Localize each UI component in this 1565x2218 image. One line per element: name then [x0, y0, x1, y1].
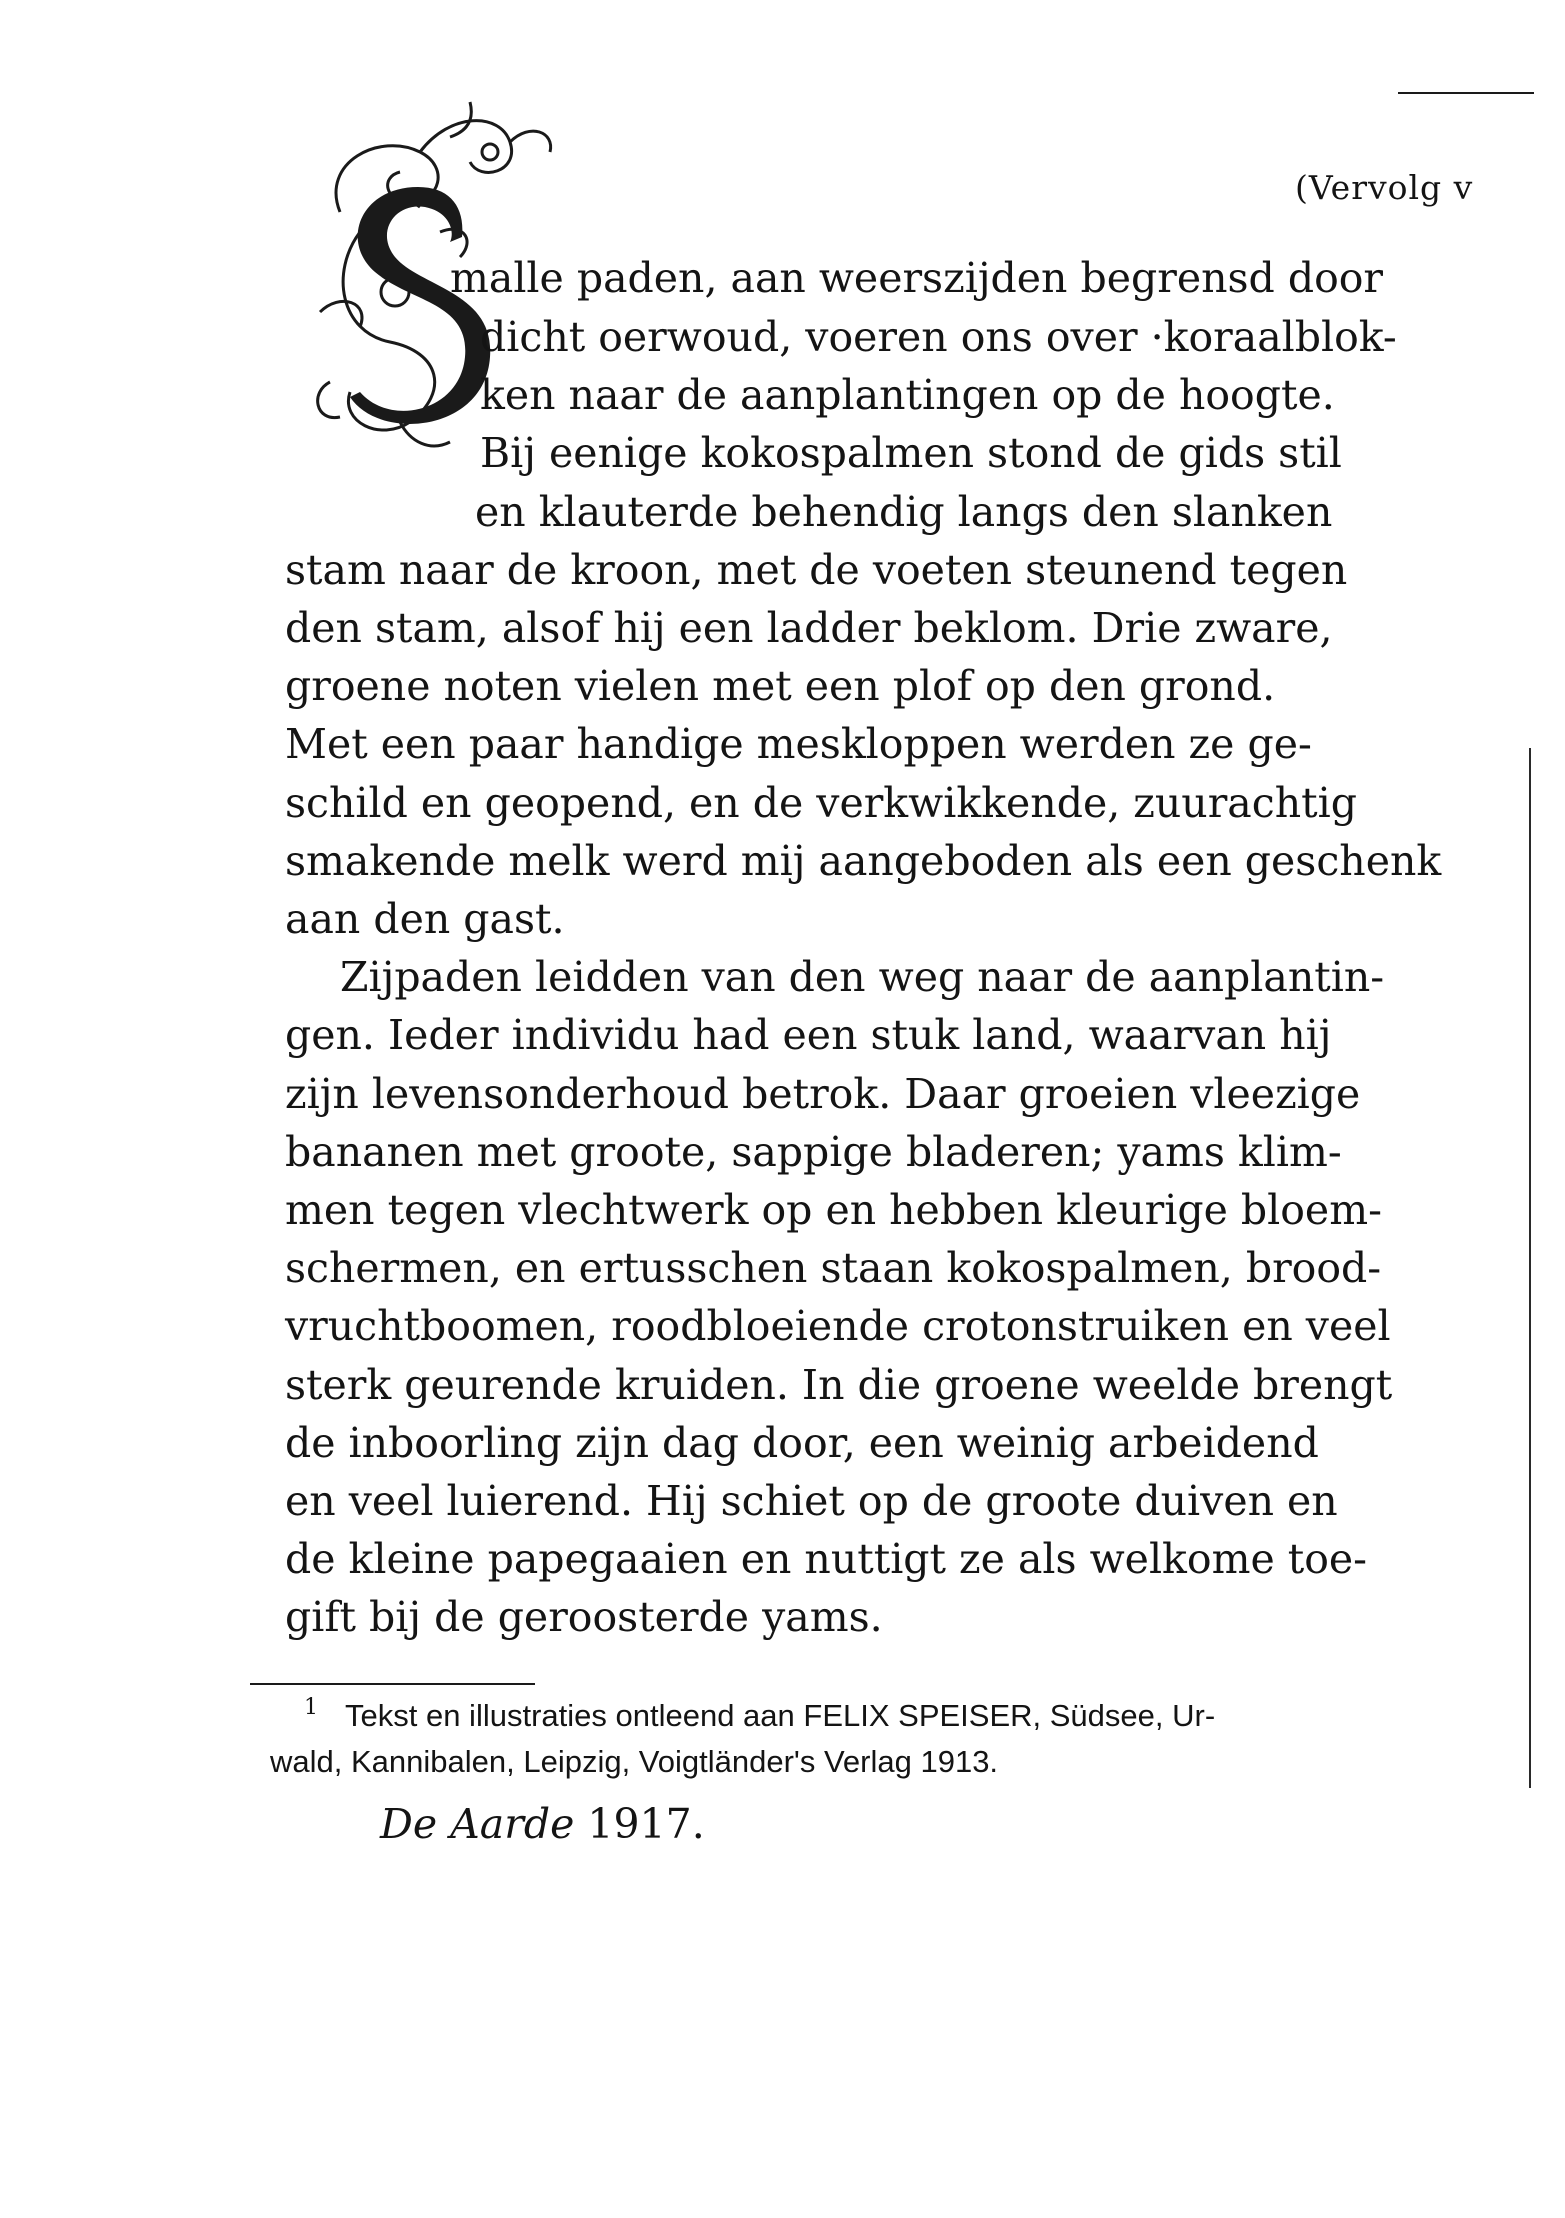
text-line: gift bij de geroosterde yams. [285, 1593, 883, 1641]
top-rule [1398, 92, 1534, 94]
text-line: smakende melk werd mij aangeboden als een geschenk [285, 837, 1442, 885]
text-line: Bij eenige kokospalmen stond de gids stil [480, 429, 1342, 477]
text-line: gen. Ieder individu had een stuk land, waarvan hij [285, 1011, 1332, 1059]
text-line: den stam, alsof hij een ladder beklom. Drie zware, [285, 604, 1333, 652]
text-line: schermen, en ertusschen staan kokospalmen, brood- [285, 1244, 1382, 1292]
text-line: Zijpaden leidden van den weg naar de aanplantin- [340, 953, 1385, 1001]
text-line: zijn levensonderhoud betrok. Daar groeien vleezige [285, 1070, 1361, 1118]
header-continued: (Vervolg v [1295, 168, 1474, 207]
source-citation [380, 1800, 705, 1848]
source-title: De Aarde [380, 1800, 575, 1848]
text-line: vruchtboomen, roodbloeiende crotonstruiken en veel [285, 1302, 1391, 1350]
text-line: ken naar de aanplantingen op de hoogte. [480, 371, 1335, 419]
source-year: 1917. [587, 1800, 705, 1848]
text-line: dicht oerwoud, voeren ons over ·koraalblok- [480, 313, 1397, 361]
text-line: en veel luierend. Hij schiet op de groote duiven en [285, 1477, 1338, 1525]
text-line: en klauterde behendig langs den slanken [475, 488, 1333, 536]
text-line: men tegen vlechtwerk op en hebben kleurige bloem- [285, 1186, 1382, 1234]
text-line: aan den gast. [285, 895, 565, 943]
margin-rule [1529, 748, 1531, 1788]
footnote-line: Tekst en illustraties ontleend aan FELIX SPEISER, Südsee, Ur- [345, 1698, 1216, 1733]
text-line: sterk geurende kruiden. In die groene weelde brengt [285, 1361, 1393, 1409]
text-line: de inboorling zijn dag door, een weinig arbeidend [285, 1419, 1319, 1467]
text-line: bananen met groote, sappige bladeren; yams klim- [285, 1128, 1342, 1176]
text-line: de kleine papegaaien en nuttigt ze als welkome toe- [285, 1535, 1368, 1583]
text-line: schild en geopend, en de verkwikkende, zuurachtig [285, 779, 1357, 827]
text-line: groene noten vielen met een plof op den grond. [285, 662, 1276, 710]
footnote-line: wald, Kannibalen, Leipzig, Voigtländer's Verlag 1913. [270, 1744, 999, 1779]
text-line: malle paden, aan weerszijden begrensd door [450, 254, 1384, 302]
footnote-mark: 1 [304, 1695, 318, 1720]
footnote-separator [250, 1683, 535, 1685]
text-line: stam naar de kroon, met de voeten steunend tegen [285, 546, 1348, 594]
text-line: Met een paar handige meskloppen werden ze ge- [285, 720, 1312, 768]
